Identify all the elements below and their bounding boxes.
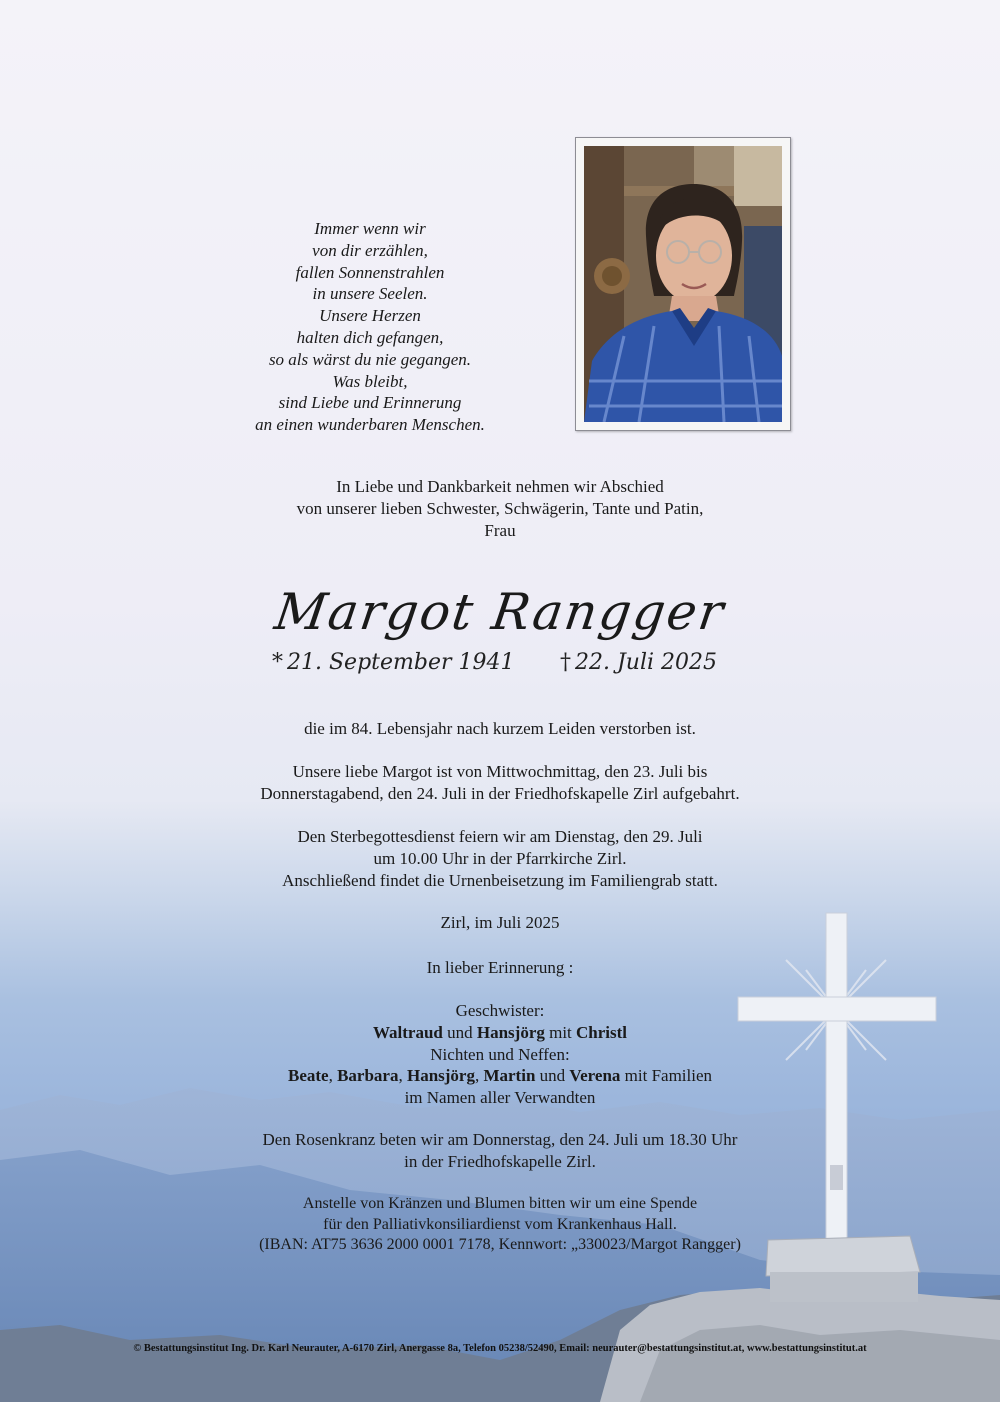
summit-rocks-shade [640,1325,1000,1402]
rosary-line: in der Friedhofskapelle Zirl. [404,1151,596,1171]
memorial-poem [200,218,540,436]
poem-line: Unsere Herzen [319,306,421,326]
place-date-text [100,912,900,934]
niece-name: Beate [287,1066,329,1086]
poem-line: Was bleibt, [332,371,408,391]
niece-name: Martin [483,1066,536,1086]
donation-line: (IBAN: AT75 3636 2000 0001 7178, Kennwort: „330023/Margot Rangger) [259,1236,741,1253]
memory-line: In lieber Erinnerung : [426,958,574,977]
separator: und [442,1022,477,1042]
intro-line: In Liebe und Dankbarkeit nehmen wir Abschied [336,477,664,496]
sibling-name: Christl [576,1022,628,1042]
death-date-value: 22. Juli 2025 [575,650,718,675]
poem-line: Immer wenn wir [314,219,426,238]
birth-date [272,650,514,675]
niece-name: Verena [569,1066,621,1086]
portrait-photo [584,146,782,422]
niece-name: Barbara [337,1066,399,1086]
viewing-text [100,761,900,805]
intro-line: von unserer lieben Schwester, Schwägerin, Tante und Patin, [296,498,704,518]
family-list [100,1000,900,1109]
donation-line: Anstelle von Kränzen und Blumen bitten wir um eine Spende [302,1195,698,1212]
rosary-text [100,1129,900,1173]
siblings-label: Geschwister: [455,1001,545,1020]
rosary-line: Den Rosenkranz beten wir am Donnerstag, den 24. Juli um 18.30 Uhr [262,1130,738,1149]
service-line: um 10.00 Uhr in der Pfarrkirche Zirl. [373,848,627,868]
passing-text [100,718,900,740]
memory-text [100,957,900,979]
cross-icon: † [560,650,571,675]
sibling-name: Waltraud [372,1022,443,1042]
separator: mit Familien [620,1066,713,1086]
poem-line: von dir erzählen, [312,240,428,260]
service-line: Den Sterbegottesdienst feiern wir am Dienstag, den 29. Juli [297,827,703,846]
service-line: Anschließend findet die Urnenbeisetzung im Familiengrab statt. [282,870,718,890]
viewing-line: Unsere liebe Margot ist von Mittwochmittag, den 23. Juli bis [292,762,708,781]
poem-line: halten dich gefangen, [296,327,444,347]
poem-line: an einen wunderbaren Menschen. [255,415,485,435]
sibling-name: Hansjörg [476,1022,545,1042]
donation-line: für den Palliativkonsiliardienst vom Krankenhaus Hall. [323,1215,677,1233]
passing-line: die im 84. Lebensjahr nach kurzem Leiden verstorben ist. [304,719,696,738]
star-icon: * [272,650,283,675]
poem-line: so als wärst du nie gegangen. [268,349,472,369]
nieces-label: Nichten und Neffen: [430,1044,570,1064]
nieces-line [100,1065,900,1087]
relatives-line: im Namen aller Verwandten [404,1088,596,1108]
separator: , [398,1066,407,1086]
viewing-line: Donnerstagabend, den 24. Juli in der Friedhofskapelle Zirl aufgebahrt. [260,783,740,803]
intro-text [100,476,900,541]
separator: , [328,1066,338,1086]
service-text [100,826,900,891]
place-date-line: Zirl, im Juli 2025 [440,913,560,932]
siblings-line [100,1022,900,1044]
portrait-frame [575,137,791,431]
poem-line: sind Liebe und Erinnerung [278,393,462,413]
death-date [560,650,717,675]
separator: , [474,1066,484,1086]
intro-line: Frau [484,520,516,540]
poem-line: in unsere Seelen. [312,284,428,304]
niece-name: Hansjörg [406,1066,475,1086]
donation-text [100,1194,900,1256]
separator: und [535,1066,570,1086]
birth-date-value: 21. September 1941 [287,650,515,675]
poem-line: fallen Sonnenstrahlen [295,262,445,282]
footer-contact: © Bestattungsinstitut Ing. Dr. Karl Neurauter, A-6170 Zirl, Anergasse 8a, Telefon 05238/52490, Email: neurauter@bestattungsinstitut.at, www.bestattungsinstitut.at [133,1343,867,1354]
separator: mit [544,1022,577,1042]
deceased-name: Margot Rangger [271,583,729,641]
